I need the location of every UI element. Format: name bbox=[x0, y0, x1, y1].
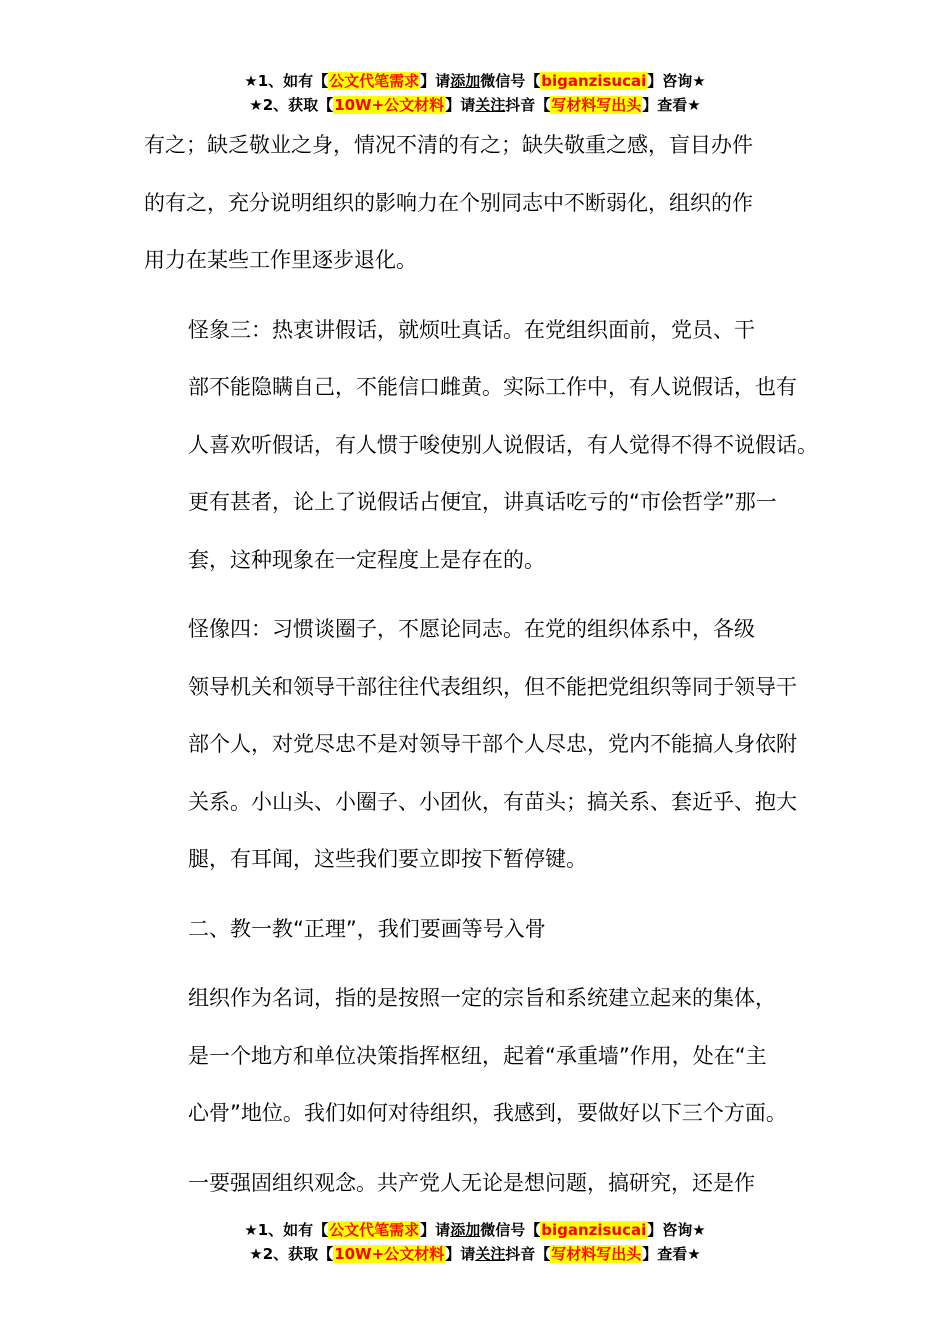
text-line: 用力在某些工作里逐步退化。 bbox=[144, 248, 417, 272]
banner-line-1 bbox=[0, 1218, 950, 1242]
text-line: 怪象三：热衷讲假话，就烦吐真话。在党组织面前，党员、干 bbox=[188, 317, 755, 342]
banner-text: 】请 bbox=[445, 96, 476, 114]
banner-text: 】查看★ bbox=[642, 96, 701, 114]
banner-text: 】请 bbox=[420, 72, 451, 90]
text-line: 套，这种现象在一定程度上是存在的。 bbox=[188, 547, 545, 572]
banner-line-1 bbox=[0, 69, 950, 93]
highlight-service: 公文代笔需求 bbox=[329, 1221, 420, 1239]
document-body bbox=[144, 117, 824, 1224]
text-line: 关系。小山头、小圈子、小团伙，有苗头；搞关系、套近乎、抱大 bbox=[188, 789, 797, 814]
text-line: 人喜欢听假话，有人惯于唆使别人说假话，有人觉得不得不说假话。 bbox=[188, 432, 818, 457]
text-line: 一要强固组织观念。共产党人无论是想问题，搞研究，还是作 bbox=[188, 1170, 755, 1195]
banner-text: 抖音【 bbox=[505, 1245, 551, 1263]
banner-text: 】查看★ bbox=[642, 1245, 701, 1263]
paragraph-phenomenon-four bbox=[144, 601, 824, 889]
text-line: 部个人，对党尽忠不是对领导干部个人尽忠，党内不能搞人身依附 bbox=[188, 732, 797, 756]
section-heading-two bbox=[144, 901, 824, 959]
banner-text: ★1、如有【 bbox=[244, 72, 329, 90]
text-line: 领导机关和领导干部往往代表组织，但不能把党组织等同于领导干 bbox=[188, 674, 797, 699]
banner-text: 微信号【 bbox=[480, 72, 541, 90]
text-line: 怪像四：习惯谈圈子，不愿论同志。在党的组织体系中，各级 bbox=[188, 617, 755, 641]
text-line: 腿，有耳闻，这些我们要立即按下暂停键。 bbox=[188, 847, 587, 871]
footer-banner bbox=[0, 1218, 950, 1266]
text-line: 的有之，充分说明组织的影响力在个别同志中不断弱化，组织的作 bbox=[144, 190, 753, 215]
text-line: 更有甚者，论上了说假话占便宜，讲真话吃亏的“市侩哲学”那一 bbox=[188, 490, 777, 514]
paragraph-point-one bbox=[144, 1155, 824, 1213]
text-line: 组织作为名词，指的是按照一定的宗旨和系统建立起来的集体， bbox=[188, 986, 776, 1010]
highlight-douyin-id: 写材料写出头 bbox=[551, 96, 642, 114]
banner-text: ★2、获取【 bbox=[249, 1245, 334, 1263]
highlight-wechat-id: biganzisucai bbox=[541, 1221, 647, 1239]
banner-line-2 bbox=[0, 1242, 950, 1266]
highlight-materials: 10W+公文材料 bbox=[334, 96, 445, 114]
banner-text: 】请 bbox=[420, 1221, 451, 1239]
paragraph-phenomenon-three bbox=[144, 302, 824, 590]
paragraph-continuation bbox=[144, 117, 824, 290]
text-line: 部不能隐瞒自己，不能信口雌黄。实际工作中，有人说假话，也有 bbox=[188, 375, 797, 399]
highlight-douyin-id: 写材料写出头 bbox=[551, 1245, 642, 1263]
text-line: 有之；缺乏敬业之身，情况不清的有之；缺失敬重之感，盲目办件 bbox=[144, 133, 753, 157]
highlight-service: 公文代笔需求 bbox=[329, 72, 420, 90]
banner-text: 】请 bbox=[445, 1245, 476, 1263]
underlined-text: 添加 bbox=[450, 72, 481, 90]
paragraph-organization-definition bbox=[144, 970, 824, 1143]
header-banner bbox=[0, 69, 950, 117]
banner-text: 】咨询★ bbox=[647, 1221, 706, 1239]
underlined-text: 添加 bbox=[450, 1221, 481, 1239]
banner-text: ★2、获取【 bbox=[249, 96, 334, 114]
text-line: 是一个地方和单位决策指挥枢纽，起着“承重墙”作用，处在“主 bbox=[188, 1043, 767, 1068]
banner-line-2 bbox=[0, 93, 950, 117]
banner-text: 抖音【 bbox=[505, 96, 551, 114]
banner-text: ★1、如有【 bbox=[244, 1221, 329, 1239]
text-line: 二、教一教“正理”，我们要画等号入骨 bbox=[188, 916, 546, 941]
underlined-text: 关注 bbox=[475, 96, 506, 114]
text-line: 心骨”地位。我们如何对待组织，我感到，要做好以下三个方面。 bbox=[188, 1101, 787, 1125]
banner-text: 】咨询★ bbox=[647, 72, 706, 90]
banner-text: 微信号【 bbox=[480, 1221, 541, 1239]
underlined-text: 关注 bbox=[475, 1245, 506, 1263]
highlight-materials: 10W+公文材料 bbox=[334, 1245, 445, 1263]
highlight-wechat-id: biganzisucai bbox=[541, 72, 647, 90]
